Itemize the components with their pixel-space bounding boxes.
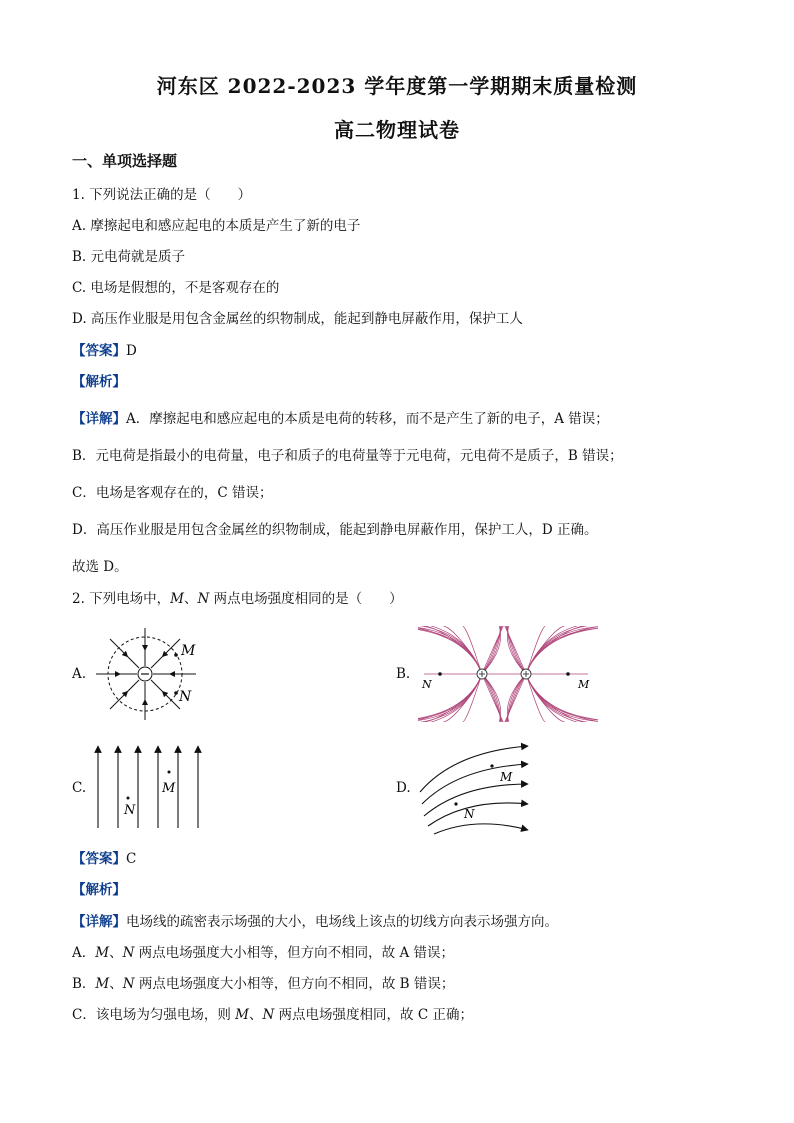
q2-detail-c [72,1003,473,1023]
detail-rest: 两点电场强度相同，故 C 正确； [274,1007,473,1023]
answer-tag: 【答案】 [72,851,126,867]
detail-m: M [95,976,110,992]
figure-b-n-label: N [422,678,432,691]
detail-sep: 、 [109,945,123,961]
answer-tag: 【答案】 [72,343,126,359]
figure-d-m-label: M [500,770,513,784]
answer-value: D [126,343,137,359]
detail-tag: 【详解】 [72,411,126,427]
q2-option-d-label: D. [396,780,411,796]
detail-text: 电场线的疏密表示场强的大小，电场线上该点的切线方向表示场强方向。 [126,914,558,930]
q2-detail-b [72,972,454,992]
q1-detail-b: B．元电荷是指最小的电荷量，电子和质子的电荷量等于元电荷，元电荷不是质子，B 错误； [72,448,623,464]
q1-stem: 1. 下列说法正确的是（ ） [72,187,252,203]
detail-sep: 、 [248,1007,263,1023]
q1-conclusion: 故选 D。 [72,559,128,575]
detail-text: A．摩擦起电和感应起电的本质是电荷的转移，而不是产生了新的电子，A 错误； [126,411,609,427]
detail-m: M [235,1007,249,1023]
detail-sep: 、 [109,976,123,992]
q2-option-c-label: C. [72,780,87,796]
analysis-tag: 【解析】 [72,882,126,898]
figure-a-negative-charge [92,628,202,728]
q2-stem-m: M [170,591,184,607]
exam-title: 河东区 2022-2023 学年度第一学期期末质量检测 [156,74,638,98]
q2-stem [72,587,403,607]
q1-option-a: A. 摩擦起电和感应起电的本质是产生了新的电子 [72,218,361,234]
q1-analysis [72,370,126,390]
q2-stem-n: N [197,591,210,607]
figure-b-two-positive-charges [418,626,598,722]
q2-stem-num: 2. 下列电场中， [72,591,171,607]
exam-subtitle: 高二物理试卷 [334,118,460,142]
detail-n: N [122,976,135,992]
detail-rest: 两点电场强度大小相等，但方向不相同，故 B 错误； [134,976,455,992]
figure-d-curved-field [414,740,534,836]
q1-detail-c: C．电场是客观存在的，C 错误； [72,485,273,501]
q2-stem-sep: 、 [184,591,198,607]
figure-c-n-label: N [124,803,136,818]
q2-analysis [72,878,126,898]
q1-option-c: C. 电场是假想的，不是客观存在的 [72,280,280,296]
q1-option-d: D. 高压作业服是用包含金属丝的织物制成，能起到静电屏蔽作用，保护工人 [72,311,523,327]
figure-d-n-label: N [464,807,475,821]
q1-answer [72,339,137,359]
figure-b-m-label: M [578,678,590,691]
detail-m: M [95,945,110,961]
q2-option-a-label: A. [72,666,87,682]
detail-tag: 【详解】 [72,914,126,930]
figure-c-m-label: M [162,781,176,796]
section-heading: 一、单项选择题 [72,152,178,170]
answer-value: C [126,851,137,867]
q2-detail-a [72,941,454,961]
detail-prefix: A． [72,945,96,961]
q1-detail-d: D．高压作业服是用包含金属丝的织物制成，能起到静电屏蔽作用，保护工人，D 正确。 [72,522,598,538]
figure-a-m-label: M [181,643,196,659]
figure-a-n-label: N [179,689,192,705]
q2-answer [72,847,136,867]
q2-stem-rest: 两点电场强度相同的是（ ） [209,591,403,607]
figure-c-uniform-field [92,742,210,832]
detail-n: N [262,1007,275,1023]
detail-prefix: C．该电场为匀强电场，则 [72,1007,236,1023]
q2-detail-intro [72,910,558,930]
q1-detail-a [72,407,609,427]
analysis-tag: 【解析】 [72,374,126,390]
detail-rest: 两点电场强度大小相等，但方向不相同，故 A 错误； [134,945,455,961]
detail-n: N [122,945,135,961]
q2-option-b-label: B. [396,666,411,682]
detail-prefix: B． [72,976,96,992]
q1-option-b: B. 元电荷就是质子 [72,249,186,265]
